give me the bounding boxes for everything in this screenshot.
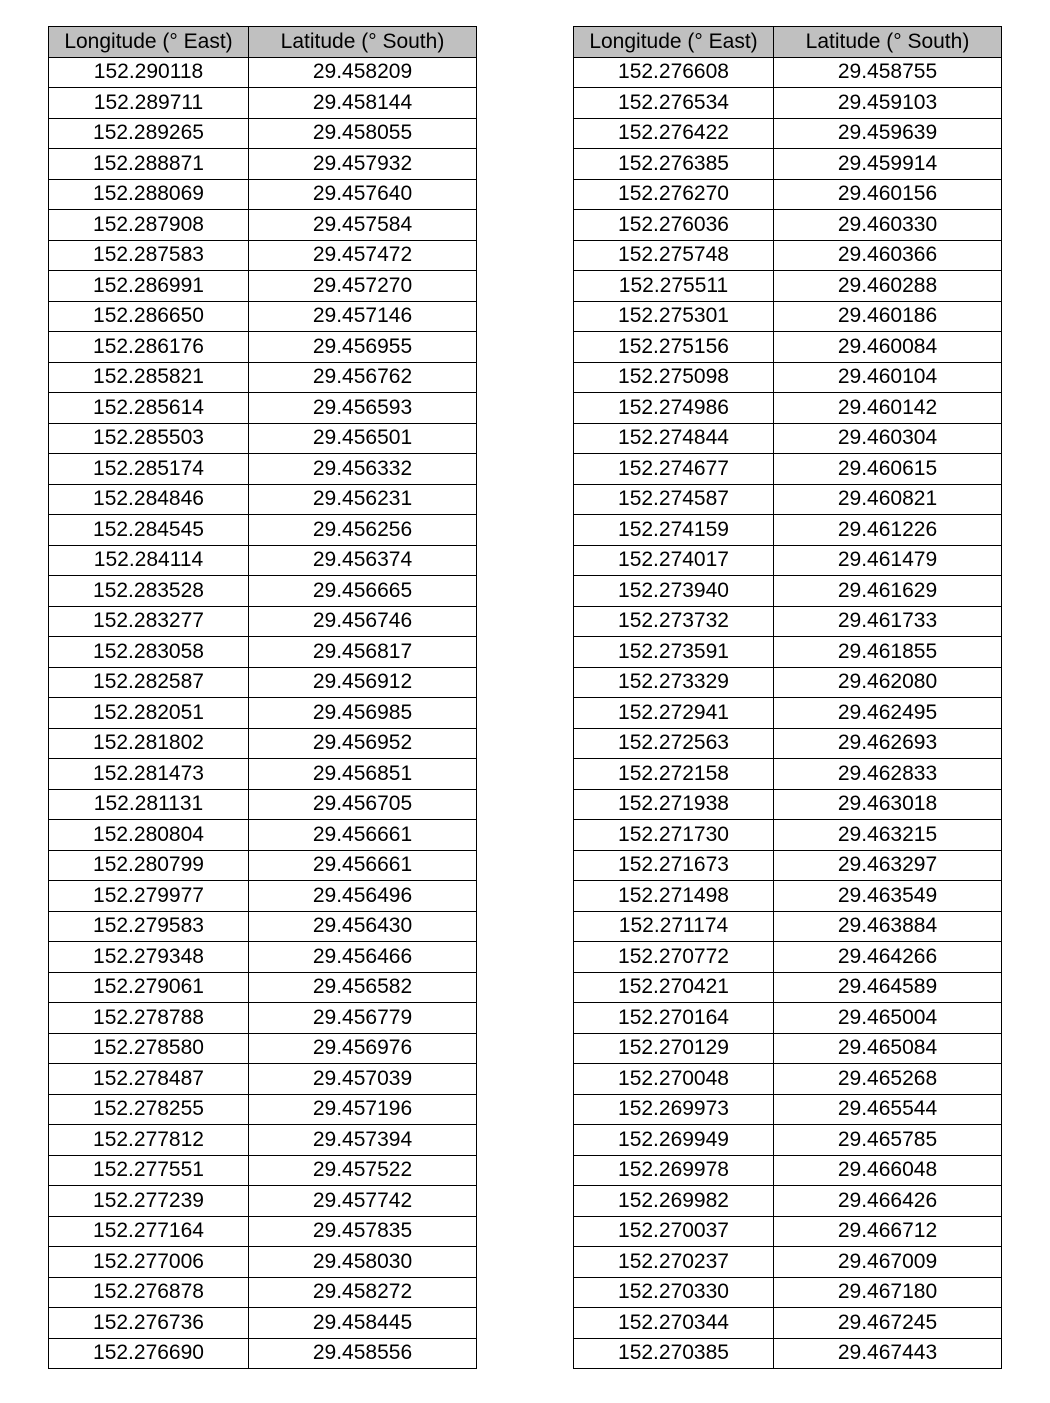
coordinate-table-left: [48, 26, 477, 1369]
latitude-cell: 29.456593: [249, 393, 477, 424]
longitude-cell: 152.270237: [574, 1247, 774, 1278]
longitude-cell: 152.269973: [574, 1094, 774, 1125]
table-row: [574, 1125, 1002, 1156]
latitude-cell: 29.463549: [774, 881, 1002, 912]
table-row: [49, 210, 477, 241]
longitude-cell: 152.271730: [574, 820, 774, 851]
longitude-cell: 152.275511: [574, 271, 774, 302]
latitude-cell: 29.461479: [774, 545, 1002, 576]
table-row: [49, 606, 477, 637]
longitude-cell: 152.290118: [49, 57, 249, 88]
table-row: [574, 637, 1002, 668]
longitude-cell: 152.270421: [574, 972, 774, 1003]
longitude-cell: 152.270330: [574, 1277, 774, 1308]
longitude-cell: 152.276036: [574, 210, 774, 241]
longitude-cell: 152.286991: [49, 271, 249, 302]
latitude-cell: 29.460304: [774, 423, 1002, 454]
table-row: [49, 881, 477, 912]
table-row: [574, 759, 1002, 790]
table-row: [49, 1064, 477, 1095]
latitude-cell: 29.463884: [774, 911, 1002, 942]
latitude-cell: 29.463215: [774, 820, 1002, 851]
latitude-cell: 29.458030: [249, 1247, 477, 1278]
latitude-cell: 29.457742: [249, 1186, 477, 1217]
table-row: [49, 1338, 477, 1369]
table-row: [574, 850, 1002, 881]
longitude-cell: 152.284846: [49, 484, 249, 515]
latitude-cell: 29.456955: [249, 332, 477, 363]
latitude-cell: 29.461226: [774, 515, 1002, 546]
table-row: [574, 881, 1002, 912]
latitude-cell: 29.463297: [774, 850, 1002, 881]
longitude-cell: 152.270037: [574, 1216, 774, 1247]
latitude-cell: 29.460084: [774, 332, 1002, 363]
latitude-cell: 29.464589: [774, 972, 1002, 1003]
latitude-cell: 29.456231: [249, 484, 477, 515]
longitude-cell: 152.274587: [574, 484, 774, 515]
table-row: [49, 484, 477, 515]
longitude-cell: 152.270385: [574, 1338, 774, 1369]
latitude-cell: 29.456985: [249, 698, 477, 729]
latitude-cell: 29.457146: [249, 301, 477, 332]
latitude-cell: 29.456332: [249, 454, 477, 485]
latitude-cell: 29.465004: [774, 1003, 1002, 1034]
longitude-cell: 152.270129: [574, 1033, 774, 1064]
latitude-cell: 29.456817: [249, 637, 477, 668]
latitude-cell: 29.461629: [774, 576, 1002, 607]
table-row: [574, 545, 1002, 576]
longitude-cell: 152.273329: [574, 667, 774, 698]
longitude-cell: 152.274159: [574, 515, 774, 546]
table-row: [574, 454, 1002, 485]
latitude-cell: 29.457039: [249, 1064, 477, 1095]
longitude-cell: 152.287583: [49, 240, 249, 271]
table-row: [574, 332, 1002, 363]
longitude-cell: 152.271673: [574, 850, 774, 881]
longitude-cell: 152.283058: [49, 637, 249, 668]
table-row: [49, 1186, 477, 1217]
longitude-cell: 152.272158: [574, 759, 774, 790]
longitude-cell: 152.275748: [574, 240, 774, 271]
longitude-cell: 152.277164: [49, 1216, 249, 1247]
latitude-cell: 29.459914: [774, 149, 1002, 180]
table-row: [574, 911, 1002, 942]
table-row: [49, 57, 477, 88]
table-row: [574, 179, 1002, 210]
table-row: [574, 1247, 1002, 1278]
table-row: [49, 1155, 477, 1186]
longitude-cell: 152.272941: [574, 698, 774, 729]
latitude-cell: 29.460156: [774, 179, 1002, 210]
table-row: [49, 271, 477, 302]
table-row: [49, 88, 477, 119]
longitude-cell: 152.275301: [574, 301, 774, 332]
table-row: [574, 88, 1002, 119]
longitude-cell: 152.270048: [574, 1064, 774, 1095]
table-row: [574, 210, 1002, 241]
latitude-cell: 29.460186: [774, 301, 1002, 332]
latitude-cell: 29.458055: [249, 118, 477, 149]
table-row: [49, 759, 477, 790]
longitude-cell: 152.285503: [49, 423, 249, 454]
longitude-cell: 152.277551: [49, 1155, 249, 1186]
longitude-cell: 152.276422: [574, 118, 774, 149]
table-row: [574, 972, 1002, 1003]
table-row: [49, 393, 477, 424]
latitude-cell: 29.457472: [249, 240, 477, 271]
table-row: [49, 637, 477, 668]
table-row: [574, 271, 1002, 302]
longitude-cell: 152.270164: [574, 1003, 774, 1034]
longitude-cell: 152.288871: [49, 149, 249, 180]
latitude-cell: 29.458144: [249, 88, 477, 119]
table-row: [574, 1186, 1002, 1217]
latitude-cell: 29.456851: [249, 759, 477, 790]
table-row: [574, 1033, 1002, 1064]
latitude-cell: 29.462080: [774, 667, 1002, 698]
table-row: [574, 1155, 1002, 1186]
longitude-cell: 152.271498: [574, 881, 774, 912]
latitude-cell: 29.457394: [249, 1125, 477, 1156]
latitude-cell: 29.465268: [774, 1064, 1002, 1095]
longitude-cell: 152.273732: [574, 606, 774, 637]
longitude-header: Longitude (° East): [574, 27, 774, 58]
latitude-cell: 29.457270: [249, 271, 477, 302]
longitude-cell: 152.278255: [49, 1094, 249, 1125]
longitude-cell: 152.276736: [49, 1308, 249, 1339]
latitude-cell: 29.456705: [249, 789, 477, 820]
table-row: [49, 362, 477, 393]
table-row: [49, 850, 477, 881]
table-row: [49, 515, 477, 546]
header-row: [574, 27, 1002, 58]
table-row: [49, 149, 477, 180]
longitude-cell: 152.279977: [49, 881, 249, 912]
table-row: [574, 1338, 1002, 1369]
latitude-cell: 29.461855: [774, 637, 1002, 668]
longitude-cell: 152.283528: [49, 576, 249, 607]
table-row: [49, 820, 477, 851]
latitude-cell: 29.456374: [249, 545, 477, 576]
table-row: [49, 667, 477, 698]
table-row: [49, 118, 477, 149]
table-row: [574, 820, 1002, 851]
longitude-cell: 152.273940: [574, 576, 774, 607]
longitude-cell: 152.281473: [49, 759, 249, 790]
latitude-cell: 29.460288: [774, 271, 1002, 302]
longitude-cell: 152.278580: [49, 1033, 249, 1064]
table-row: [49, 1003, 477, 1034]
table-row: [574, 1308, 1002, 1339]
longitude-cell: 152.277239: [49, 1186, 249, 1217]
longitude-cell: 152.276385: [574, 149, 774, 180]
table-row: [49, 423, 477, 454]
latitude-cell: 29.466426: [774, 1186, 1002, 1217]
table-row: [574, 393, 1002, 424]
latitude-cell: 29.456501: [249, 423, 477, 454]
latitude-cell: 29.457640: [249, 179, 477, 210]
latitude-cell: 29.456746: [249, 606, 477, 637]
longitude-cell: 152.273591: [574, 637, 774, 668]
longitude-cell: 152.269949: [574, 1125, 774, 1156]
longitude-cell: 152.281131: [49, 789, 249, 820]
latitude-cell: 29.467245: [774, 1308, 1002, 1339]
longitude-cell: 152.279061: [49, 972, 249, 1003]
table-row: [574, 149, 1002, 180]
table-row: [574, 789, 1002, 820]
longitude-cell: 152.276878: [49, 1277, 249, 1308]
longitude-cell: 152.280799: [49, 850, 249, 881]
table-row: [49, 179, 477, 210]
table-row: [574, 57, 1002, 88]
latitude-cell: 29.460330: [774, 210, 1002, 241]
longitude-cell: 152.284114: [49, 545, 249, 576]
table-row: [49, 911, 477, 942]
longitude-cell: 152.280804: [49, 820, 249, 851]
longitude-cell: 152.271174: [574, 911, 774, 942]
longitude-cell: 152.269982: [574, 1186, 774, 1217]
table-row: [49, 332, 477, 363]
table-body: [574, 57, 1002, 1369]
latitude-cell: 29.462693: [774, 728, 1002, 759]
latitude-cell: 29.456779: [249, 1003, 477, 1034]
longitude-cell: 152.279583: [49, 911, 249, 942]
latitude-cell: 29.456582: [249, 972, 477, 1003]
latitude-cell: 29.466712: [774, 1216, 1002, 1247]
latitude-cell: 29.456430: [249, 911, 477, 942]
table-row: [574, 1216, 1002, 1247]
latitude-cell: 29.458556: [249, 1338, 477, 1369]
table-row: [574, 698, 1002, 729]
latitude-cell: 29.466048: [774, 1155, 1002, 1186]
table-row: [49, 942, 477, 973]
table-row: [49, 698, 477, 729]
latitude-cell: 29.465544: [774, 1094, 1002, 1125]
table-row: [574, 942, 1002, 973]
table-row: [49, 1125, 477, 1156]
latitude-cell: 29.456952: [249, 728, 477, 759]
longitude-cell: 152.276690: [49, 1338, 249, 1369]
latitude-cell: 29.461733: [774, 606, 1002, 637]
longitude-cell: 152.286176: [49, 332, 249, 363]
latitude-header: Latitude (° South): [774, 27, 1002, 58]
longitude-cell: 152.289265: [49, 118, 249, 149]
longitude-cell: 152.288069: [49, 179, 249, 210]
latitude-cell: 29.460142: [774, 393, 1002, 424]
latitude-cell: 29.464266: [774, 942, 1002, 973]
table-row: [49, 1277, 477, 1308]
longitude-cell: 152.282587: [49, 667, 249, 698]
longitude-cell: 152.281802: [49, 728, 249, 759]
latitude-cell: 29.463018: [774, 789, 1002, 820]
latitude-cell: 29.457584: [249, 210, 477, 241]
latitude-cell: 29.457522: [249, 1155, 477, 1186]
latitude-cell: 29.460366: [774, 240, 1002, 271]
longitude-cell: 152.274844: [574, 423, 774, 454]
longitude-cell: 152.270344: [574, 1308, 774, 1339]
longitude-cell: 152.287908: [49, 210, 249, 241]
table-row: [574, 118, 1002, 149]
longitude-cell: 152.270772: [574, 942, 774, 973]
latitude-cell: 29.456661: [249, 850, 477, 881]
longitude-cell: 152.285174: [49, 454, 249, 485]
table-row: [574, 423, 1002, 454]
table-row: [574, 301, 1002, 332]
table-row: [49, 301, 477, 332]
table-row: [574, 240, 1002, 271]
longitude-cell: 152.278487: [49, 1064, 249, 1095]
table-row: [574, 667, 1002, 698]
longitude-cell: 152.285614: [49, 393, 249, 424]
longitude-cell: 152.274986: [574, 393, 774, 424]
longitude-header: Longitude (° East): [49, 27, 249, 58]
latitude-cell: 29.456466: [249, 942, 477, 973]
longitude-cell: 152.271938: [574, 789, 774, 820]
table-row: [574, 1277, 1002, 1308]
longitude-cell: 152.276608: [574, 57, 774, 88]
longitude-cell: 152.276270: [574, 179, 774, 210]
longitude-cell: 152.277006: [49, 1247, 249, 1278]
latitude-cell: 29.467443: [774, 1338, 1002, 1369]
table-row: [49, 576, 477, 607]
latitude-cell: 29.460104: [774, 362, 1002, 393]
table-row: [574, 1094, 1002, 1125]
longitude-cell: 152.289711: [49, 88, 249, 119]
longitude-cell: 152.275098: [574, 362, 774, 393]
latitude-cell: 29.456661: [249, 820, 477, 851]
latitude-cell: 29.467180: [774, 1277, 1002, 1308]
longitude-cell: 152.272563: [574, 728, 774, 759]
longitude-cell: 152.284545: [49, 515, 249, 546]
latitude-cell: 29.456762: [249, 362, 477, 393]
table-body: [49, 57, 477, 1369]
latitude-cell: 29.456912: [249, 667, 477, 698]
latitude-cell: 29.457932: [249, 149, 477, 180]
table-row: [574, 576, 1002, 607]
table-row: [574, 484, 1002, 515]
latitude-cell: 29.456665: [249, 576, 477, 607]
latitude-cell: 29.460821: [774, 484, 1002, 515]
longitude-cell: 152.276534: [574, 88, 774, 119]
longitude-cell: 152.285821: [49, 362, 249, 393]
latitude-cell: 29.458445: [249, 1308, 477, 1339]
table-row: [574, 515, 1002, 546]
latitude-cell: 29.458209: [249, 57, 477, 88]
table-row: [49, 1216, 477, 1247]
table-row: [574, 1064, 1002, 1095]
longitude-cell: 152.286650: [49, 301, 249, 332]
table-row: [49, 454, 477, 485]
longitude-cell: 152.283277: [49, 606, 249, 637]
latitude-cell: 29.457196: [249, 1094, 477, 1125]
longitude-cell: 152.277812: [49, 1125, 249, 1156]
latitude-cell: 29.465785: [774, 1125, 1002, 1156]
table-row: [574, 728, 1002, 759]
latitude-cell: 29.459639: [774, 118, 1002, 149]
table-row: [49, 1094, 477, 1125]
latitude-cell: 29.458272: [249, 1277, 477, 1308]
latitude-header: Latitude (° South): [249, 27, 477, 58]
latitude-cell: 29.456496: [249, 881, 477, 912]
longitude-cell: 152.274677: [574, 454, 774, 485]
table-row: [49, 789, 477, 820]
latitude-cell: 29.462833: [774, 759, 1002, 790]
longitude-cell: 152.274017: [574, 545, 774, 576]
latitude-cell: 29.462495: [774, 698, 1002, 729]
longitude-cell: 152.275156: [574, 332, 774, 363]
table-row: [49, 240, 477, 271]
table-row: [49, 972, 477, 1003]
latitude-cell: 29.456976: [249, 1033, 477, 1064]
coordinate-table-right: [573, 26, 1002, 1369]
table-row: [574, 606, 1002, 637]
latitude-cell: 29.456256: [249, 515, 477, 546]
longitude-cell: 152.282051: [49, 698, 249, 729]
table-row: [49, 1247, 477, 1278]
longitude-cell: 152.279348: [49, 942, 249, 973]
latitude-cell: 29.460615: [774, 454, 1002, 485]
longitude-cell: 152.269978: [574, 1155, 774, 1186]
table-row: [49, 1033, 477, 1064]
table-row: [574, 362, 1002, 393]
latitude-cell: 29.457835: [249, 1216, 477, 1247]
latitude-cell: 29.459103: [774, 88, 1002, 119]
longitude-cell: 152.278788: [49, 1003, 249, 1034]
latitude-cell: 29.467009: [774, 1247, 1002, 1278]
table-row: [49, 728, 477, 759]
table-row: [49, 545, 477, 576]
latitude-cell: 29.465084: [774, 1033, 1002, 1064]
table-row: [574, 1003, 1002, 1034]
latitude-cell: 29.458755: [774, 57, 1002, 88]
header-row: [49, 27, 477, 58]
table-row: [49, 1308, 477, 1339]
